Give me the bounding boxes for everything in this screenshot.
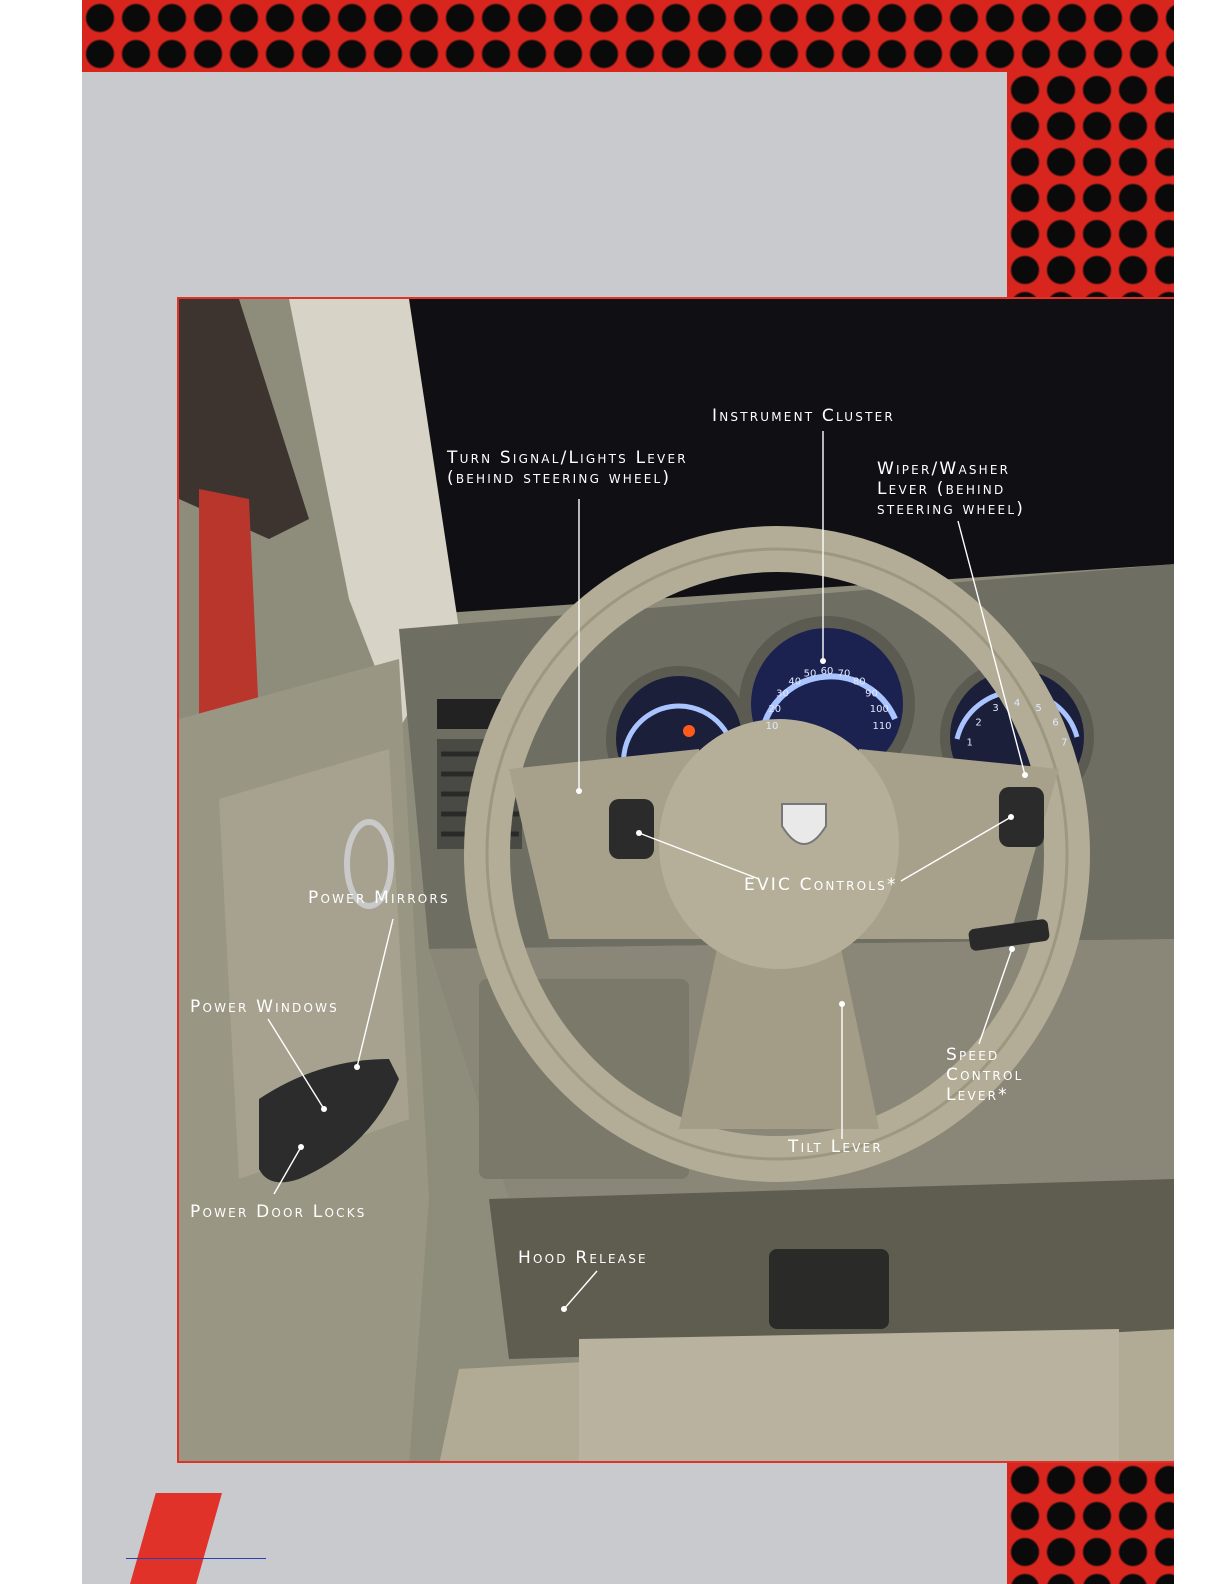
label-speed-line3: Lever* xyxy=(946,1085,1009,1105)
label-tilt-lever: Tilt Lever xyxy=(788,1137,883,1157)
tachometer-tick: 6 xyxy=(1052,717,1059,729)
label-speed-control xyxy=(946,1045,1024,1105)
speedometer-tick: 90 xyxy=(865,688,878,700)
speedometer-tick: 70 xyxy=(837,668,851,680)
evic-right-buttons xyxy=(999,787,1044,847)
speedometer-tick: 40 xyxy=(788,676,802,688)
label-turn-signal xyxy=(447,448,688,488)
label-turn-signal-line1: Turn Signal/Lights Lever xyxy=(447,448,688,468)
grille-pattern-right xyxy=(1007,72,1174,298)
tachometer-tick: 5 xyxy=(1035,703,1042,715)
grille-pattern-top xyxy=(82,0,1174,72)
speedometer-tick: 20 xyxy=(768,704,782,715)
label-wiper-line3: steering wheel) xyxy=(877,499,1026,519)
label-turn-signal-line2: (behind steering wheel) xyxy=(447,468,672,488)
label-speed-line2: Control xyxy=(946,1065,1024,1085)
tachometer-tick: 7 xyxy=(1061,737,1068,749)
speedometer-tick: 60 xyxy=(820,666,834,677)
speedometer-tick: 30 xyxy=(776,688,789,700)
speedometer-tick: 100 xyxy=(869,704,889,715)
warning-lamp-icon xyxy=(683,725,695,737)
label-power-mirrors: Power Mirrors xyxy=(308,888,450,908)
tachometer-tick: 2 xyxy=(975,717,982,729)
label-power-door-locks: Power Door Locks xyxy=(190,1202,367,1222)
footer-link-underline[interactable] xyxy=(126,1558,266,1559)
tachometer-tick: 1 xyxy=(966,737,973,749)
label-power-windows: Power Windows xyxy=(190,997,339,1017)
label-hood-release: Hood Release xyxy=(518,1248,648,1268)
speedometer-tick: 10 xyxy=(765,721,779,732)
evic-left-buttons xyxy=(609,799,654,859)
label-speed-line1: Speed xyxy=(946,1045,1000,1065)
grille-pattern-bottom xyxy=(1007,1462,1174,1584)
label-wiper-line2: Lever (behind xyxy=(877,479,1006,499)
speedometer-tick: 50 xyxy=(803,668,817,680)
label-wiper-line1: Wiper/Washer xyxy=(877,459,1011,479)
label-instrument-cluster: Instrument Cluster xyxy=(712,406,895,426)
tachometer-tick: 3 xyxy=(992,703,999,715)
speedometer-tick: 80 xyxy=(852,676,866,688)
speedometer-tick: 110 xyxy=(872,721,892,732)
tachometer-tick: 4 xyxy=(1013,698,1021,709)
label-wiper-washer xyxy=(877,459,1025,519)
label-evic-controls: EVIC Controls* xyxy=(744,875,898,895)
